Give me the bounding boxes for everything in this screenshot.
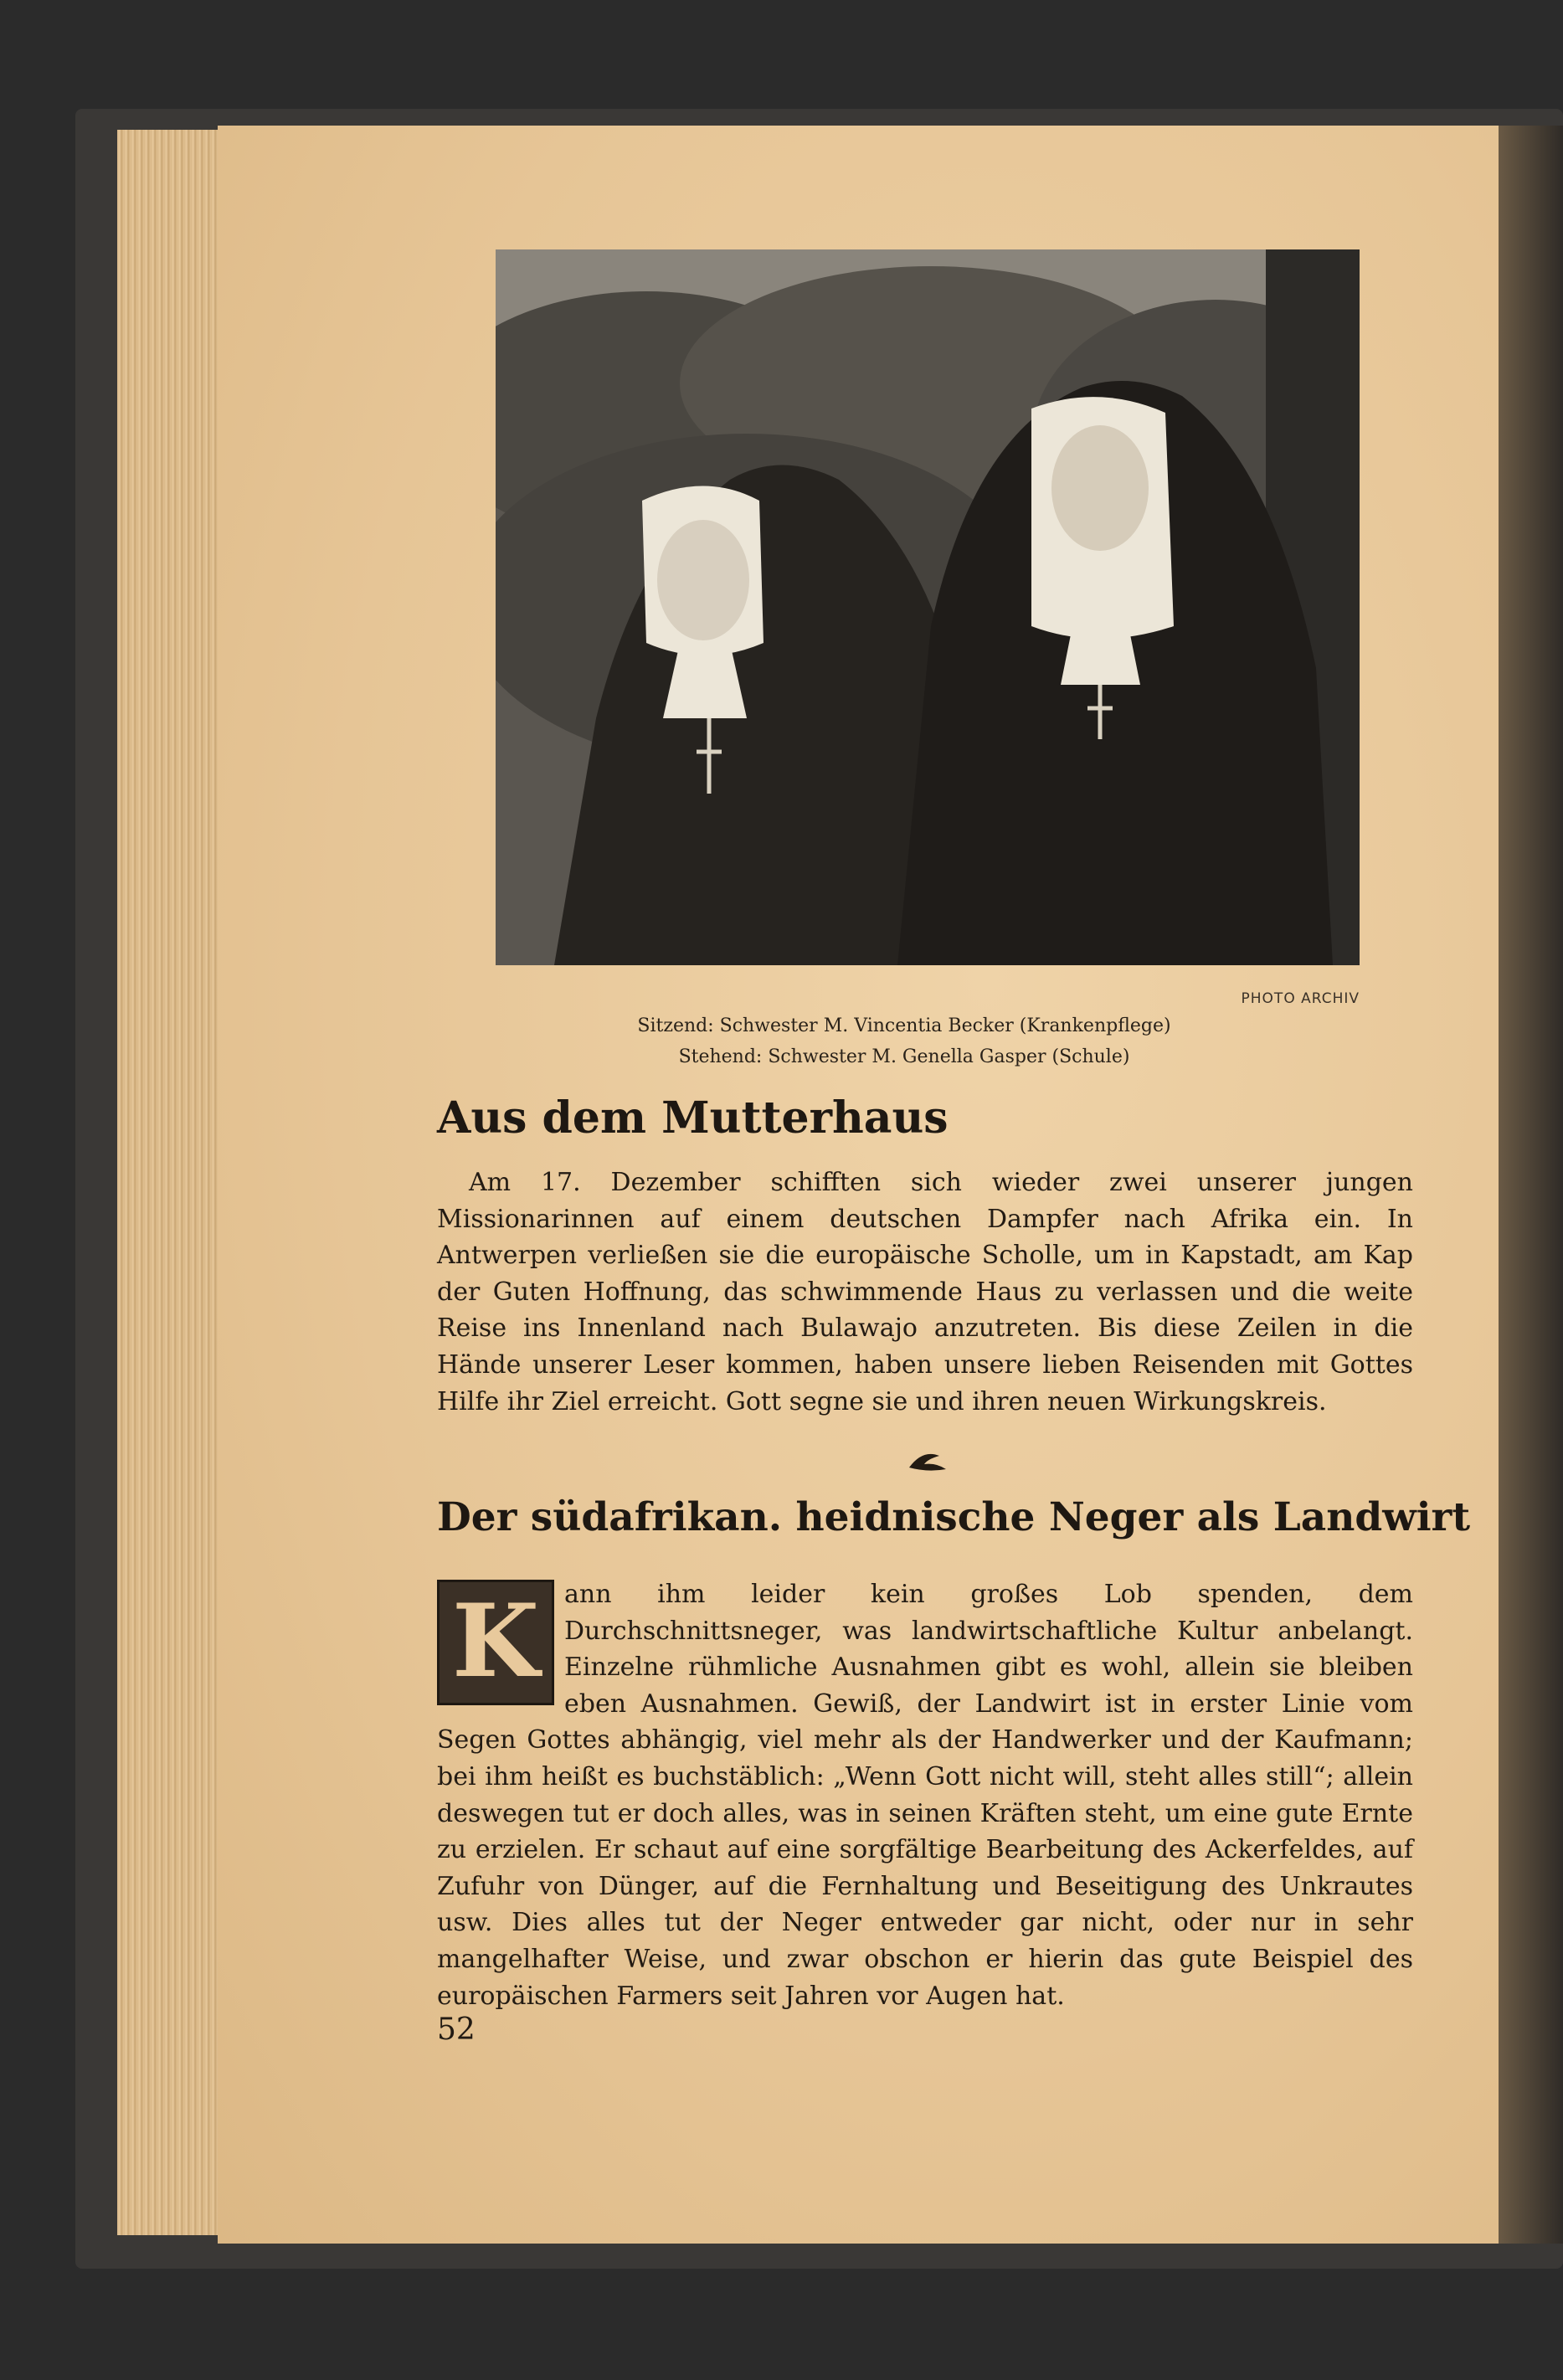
article-body-mutterhaus: Am 17. Dezember schifften sich wieder zwei unserer jungen Missionarinnen auf einem deutschen Dampfer nach Afrika ein. In Antwerpen verließen sie die europäische Scholle, um in Kapstadt, am Kap der Guten Hoffnung, das schwimmende Haus zu verlassen und die weite Reise ins Innenland nach Bulawajo anzutreten. Bis diese Zeilen in die Hände unserer Leser kommen, haben unsere lieben Reisenden mit Gottes Hilfe ihr Ziel erreicht. Gott segne sie und ihren neuen Wirkungskreis. (437, 1168, 1413, 1416)
article-title-mutterhaus: Aus dem Mutterhaus (437, 1092, 949, 1144)
article-title-landwirt: Der südafrikan. heidnische Neger als Landwirt (437, 1494, 1471, 1540)
article-body-landwirt-text: ann ihm leider kein großes Lob spenden, dem Durchschnittsneger, was landwirtschaftliche Kultur anbelangt. Einzelne rühmliche Ausnahmen gibt es wohl, allein sie bleiben eben Ausnahmen. Gewiß, der Landwirt ist in erster Linie vom Segen Gottes abhängig, viel mehr als der Handwerker und der Kaufmann; bei ihm heißt es buchstäblich: „Wenn Gott nicht will, steht alles still“; allein deswegen tut er doch alles, was in seinen Kräften steht, um eine gute Ernte zu erzielen. Er schaut auf eine sorgfältige Bearbeitung des Ackerfeldes, auf Zufuhr von Dünger, auf die Fernhaltung und Beseitigung des Unkrautes usw. Dies alles tut der Neger entweder gar nicht, oder nur in sehr mangelhafter Weise, und zwar obschon er hierin das gute Beispiel des europäischen Farmers seit Jahren vor Augen hat. (437, 1580, 1413, 2011)
page-stack-edge (117, 130, 226, 2235)
drop-cap-letter: K (451, 1582, 540, 1700)
page-number: 52 (437, 2012, 476, 2047)
drop-cap-initial (437, 1580, 554, 1705)
photo-caption-seated: Sitzend: Schwester M. Vincentia Becker (Krankenpflege) (637, 1015, 1171, 1036)
nuns-photograph (496, 249, 1360, 965)
photo-caption-standing: Stehend: Schwester M. Genella Gasper (Schule) (678, 1046, 1130, 1067)
section-ornament-icon (902, 1444, 953, 1478)
photo-credit: PHOTO ARCHIV (1241, 990, 1360, 1007)
article-body-landwirt (437, 1576, 1413, 2014)
book-gutter-shadow (1499, 126, 1563, 2244)
